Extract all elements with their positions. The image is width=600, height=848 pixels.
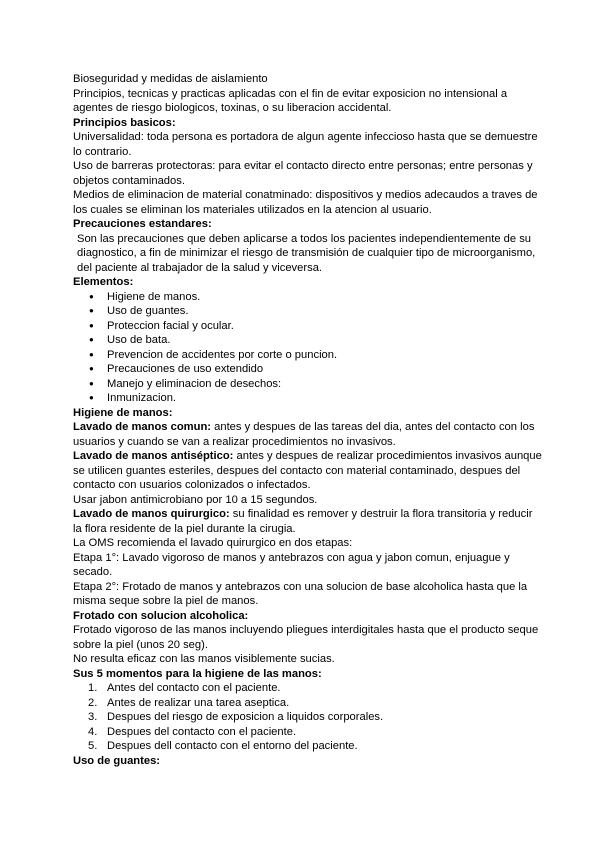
lavado-antiseptico-paragraph	[73, 449, 543, 493]
principio-universalidad: Universalidad: toda persona es portadora de algun agente infeccioso hasta que se demuestre lo contrario.	[73, 131, 538, 158]
lavado-quirurgico-label: Lavado de manos quirurgico:	[73, 508, 230, 520]
frotado-heading: Frotado con solucion alcoholica:	[73, 609, 249, 622]
lavado-antiseptico-text: antes y despues de realizar procedimientos invasivos aunque se utilicen guantes esteriles, despues del contacto con material contaminado, despues del contacto con usuarios colonizados o infectados.	[73, 450, 542, 491]
list-number: 4.	[88, 725, 98, 738]
list-item-text: Despues dell contacto con el entorno del paciente.	[107, 740, 358, 752]
list-item: ● Precauciones de uso extendido	[73, 362, 543, 377]
list-item	[73, 710, 543, 725]
list-item	[73, 696, 543, 711]
lavado-comun-label: Lavado de manos comun:	[73, 421, 212, 433]
document-title: Bioseguridad y medidas de aislamiento	[73, 73, 268, 85]
lavado-comun-text: antes y despues de las tareas del dia, antes del contacto con los usuarios y cuando se van a realizar procedimientos no invasivos.	[73, 421, 535, 448]
list-item	[73, 725, 543, 740]
list-item: ● Manejo y eliminacion de desechos:	[73, 377, 543, 392]
precauciones-text: Son las precauciones que deben aplicarse a todos los pacientes independientemente de su diagnostico, a fin de minimizar el riesgo de transmisión de cualquier tipo de microorganismo, del paciente al trabajador de la salud y viceversa.	[77, 232, 536, 274]
higiene-heading: Higiene de manos:	[73, 406, 173, 419]
momentos-heading: Sus 5 momentos para la higiene de las manos:	[73, 667, 322, 680]
oms-note: La OMS recomienda el lavado quirurgico en dos etapas:	[73, 537, 353, 549]
momentos-list	[73, 681, 543, 754]
frotado-text: Frotado vigoroso de las manos incluyendo pliegues interdigitales hasta que el producto seque sobre la piel (unos 20 seg).	[73, 624, 539, 651]
document-page	[73, 72, 543, 768]
list-number: 2.	[88, 696, 98, 709]
list-item-text: Despues del contacto con el paciente.	[107, 725, 297, 738]
list-number: 1.	[88, 682, 98, 694]
list-number: 5.	[88, 740, 98, 752]
list-item-text: Despues del riesgo de exposicion a liquidos corporales.	[107, 711, 384, 723]
lavado-quirurgico-text: su finalidad es remover y destruir la flora transitoria y reducir la flora residente de la piel durante la cirugia.	[73, 508, 533, 535]
etapa-2: Etapa 2°: Frotado de manos y antebrazos con una solucion de base alcoholica hasta que la misma seque sobre la piel de manos.	[73, 580, 528, 607]
guantes-heading: Uso de guantes:	[73, 754, 161, 767]
list-item	[73, 739, 543, 754]
elementos-heading: Elementos:	[73, 276, 134, 288]
list-item: ● Proteccion facial y ocular.	[73, 319, 543, 334]
lavado-quirurgico-paragraph	[73, 507, 543, 536]
jabon-note: Usar jabon antimicrobiano por 10 a 15 segundos.	[73, 493, 318, 506]
list-item: ● Prevencion de accidentes por corte o puncion.	[73, 348, 543, 363]
lavado-comun-paragraph	[73, 420, 543, 449]
list-number: 3.	[88, 711, 98, 723]
principio-barreras: Uso de barreras protectoras: para evitar el contacto directo entre personas; entre personas y objetos contaminados.	[73, 160, 533, 187]
elementos-list	[73, 290, 543, 406]
lavado-antiseptico-label: Lavado de manos antiséptico:	[73, 450, 234, 462]
list-item: ● Uso de bata.	[73, 333, 543, 348]
list-item: ● Uso de guantes.	[73, 304, 543, 319]
list-item	[73, 681, 543, 696]
principio-eliminacion: Medios de eliminacion de material conatminado: dispositivos y medios adecaudos a traves de los cuales se eliminan los materiales utilizados en la atencion al usuario.	[73, 189, 538, 216]
precauciones-heading: Precauciones estandares:	[73, 218, 212, 230]
frotado-note: No resulta eficaz con las manos visiblemente sucias.	[73, 653, 335, 665]
list-item-text: Antes de realizar una tarea aseptica.	[107, 696, 290, 709]
principios-heading: Principios basicos:	[73, 116, 176, 129]
list-item-text: Antes del contacto con el paciente.	[107, 682, 281, 694]
list-item: ● Inmunizacion.	[73, 391, 543, 406]
list-item: ● Higiene de manos.	[73, 290, 543, 305]
etapa-1: Etapa 1°: Lavado vigoroso de manos y antebrazos con agua y jabon comun, enjuague y secado.	[73, 551, 510, 578]
intro-paragraph: Principios, tecnicas y practicas aplicadas con el fin de evitar exposicion no intensional a agentes de riesgo biologicos, toxinas, o su liberacion accidental.	[73, 87, 508, 114]
